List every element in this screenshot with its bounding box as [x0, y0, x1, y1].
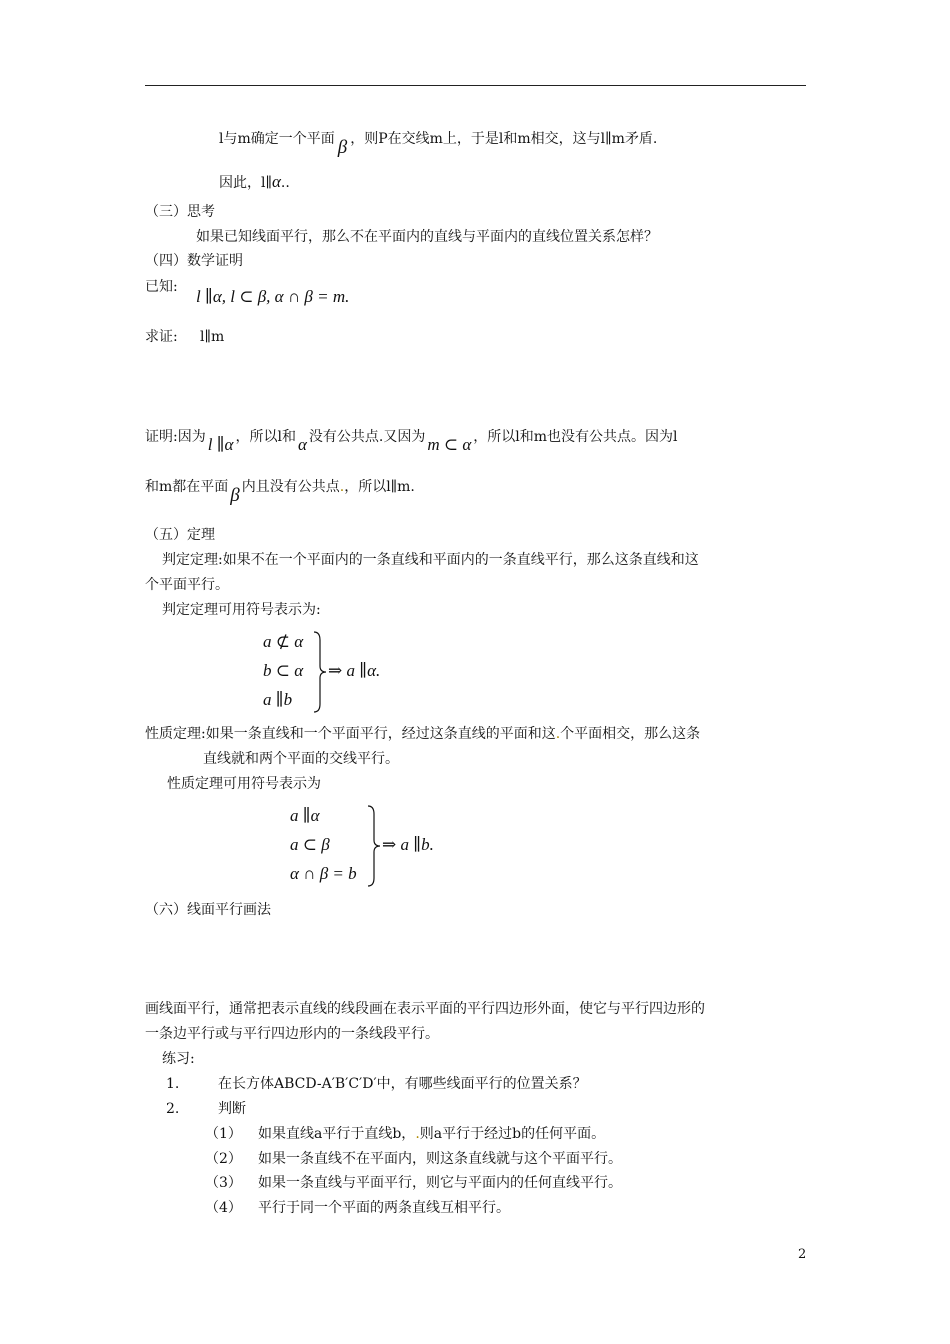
prove-label: 求证: [145, 329, 178, 345]
judgement-theorem-line-2: 个平面平行。 [145, 577, 229, 593]
math-beta: β [337, 137, 348, 158]
text: ，所以l和 [235, 429, 296, 445]
section-3-heading: （三）思考 [145, 204, 215, 220]
drawing-line-1: 画线面平行，通常把表示直线的线段画在表示平面的平行四边形外面，使它与平行四边形的 [145, 1001, 705, 1017]
text: .. [280, 175, 290, 191]
text: . [415, 1126, 420, 1142]
text: 因此，l∥ [219, 175, 272, 191]
judge-item-3: 如果一条直线与平面平行，则它与平面内的任何直线平行。 [258, 1175, 622, 1191]
given-math: l ∥α, l ⊂ β, α ∩ β = m. [196, 287, 350, 306]
judge-item-3-number: （3） [205, 1175, 242, 1191]
proof-line-1 [219, 128, 658, 158]
right-brace [366, 804, 382, 888]
judge-item-4: 平行于同一个平面的两条直线互相平行。 [258, 1200, 510, 1216]
judgement-theorem-line-1: 判定定理:如果不在一个平面内的一条直线和平面内的一条直线平行，那么这条直线和这 [162, 552, 699, 568]
page-number: 2 [798, 1247, 807, 1262]
judge-item-4-number: （4） [205, 1200, 242, 1216]
text: . [339, 479, 345, 495]
judgement-symbol-intro: 判定定理可用符号表示为: [162, 602, 321, 618]
text: 证明:因为 [145, 429, 206, 445]
text: l与m确定一个平面 [219, 131, 335, 147]
text: 没有公共点.又因为 [308, 429, 426, 445]
conclusion-line [219, 172, 290, 193]
section-5-heading: （五）定理 [145, 527, 215, 543]
drawing-line-2: 一条边平行或与平行四边形内的一条线段平行。 [145, 1026, 439, 1042]
right-brace [312, 630, 328, 714]
think-question: 如果已知线面平行，那么不在平面内的直线与平面内的直线位置关系怎样？ [196, 229, 658, 245]
property-theorem-line-2: 直线就和两个平面的交线平行。 [203, 751, 399, 767]
math-m-subset-alpha: m ⊂ α [427, 435, 472, 454]
judge-item-2-number: （2） [205, 1151, 242, 1167]
section-6-heading: （六）线面平行画法 [145, 902, 271, 918]
prop-row-1: a ∥α [290, 806, 320, 825]
judge-row-1: a ⊄ α [263, 632, 304, 651]
prop-result: ⇒ a ∥b. [382, 835, 434, 854]
math-alpha: α [271, 172, 281, 191]
exercise-1-number: 1. [166, 1076, 180, 1092]
prop-row-3: α ∩ β = b [290, 864, 357, 883]
judge-item-2: 如果一条直线不在平面内，则这条直线就与这个平面平行。 [258, 1151, 622, 1167]
math-alpha: α [297, 435, 307, 454]
text: 如果直线a平行于直线b， [258, 1126, 416, 1142]
text: 内且没有公共点 [241, 479, 340, 495]
prop-row-2: a ⊂ β [290, 835, 330, 854]
judge-result: ⇒ a ∥α. [328, 661, 381, 680]
text: 和m都在平面 [145, 479, 229, 495]
math-beta: β [230, 485, 240, 506]
judge-row-3: a ∥b [263, 690, 293, 709]
given-label: 已知: [145, 279, 178, 295]
judge-item-1-number: （1） [205, 1126, 242, 1142]
section-4-heading: （四）数学证明 [145, 253, 243, 269]
text: 则a平行于经过b的任何平面。 [419, 1126, 606, 1142]
text: . [555, 726, 561, 742]
property-symbol-intro: 性质定理可用符号表示为 [167, 776, 321, 792]
exercise-2: 判断 [218, 1101, 246, 1117]
proof-line [145, 426, 678, 454]
exercise-2-number: 2. [166, 1101, 180, 1117]
text: 个平面相交，那么这条 [560, 726, 701, 742]
judge-item-1 [258, 1124, 605, 1144]
property-theorem-line-1 [145, 724, 700, 744]
text: ，则P在交线m上，于是l和m相交，这与l∥m矛盾. [350, 131, 658, 147]
practice-heading: 练习: [162, 1051, 195, 1067]
math-l-parallel-alpha: l ∥α [207, 435, 234, 454]
proof-line-2 [145, 476, 415, 506]
prove-text: l∥m [200, 329, 225, 345]
text: 性质定理:如果一条直线和一个平面平行，经过这条直线的平面和这 [145, 726, 556, 742]
judge-row-2: b ⊂ α [263, 661, 304, 680]
text: ，所以l和m也没有公共点。因为l [473, 429, 678, 445]
header-rule [145, 85, 806, 86]
exercise-1: 在长方体ABCD-A′B′C′D′中，有哪些线面平行的位置关系？ [218, 1076, 587, 1092]
text: ，所以l∥m. [344, 479, 415, 495]
